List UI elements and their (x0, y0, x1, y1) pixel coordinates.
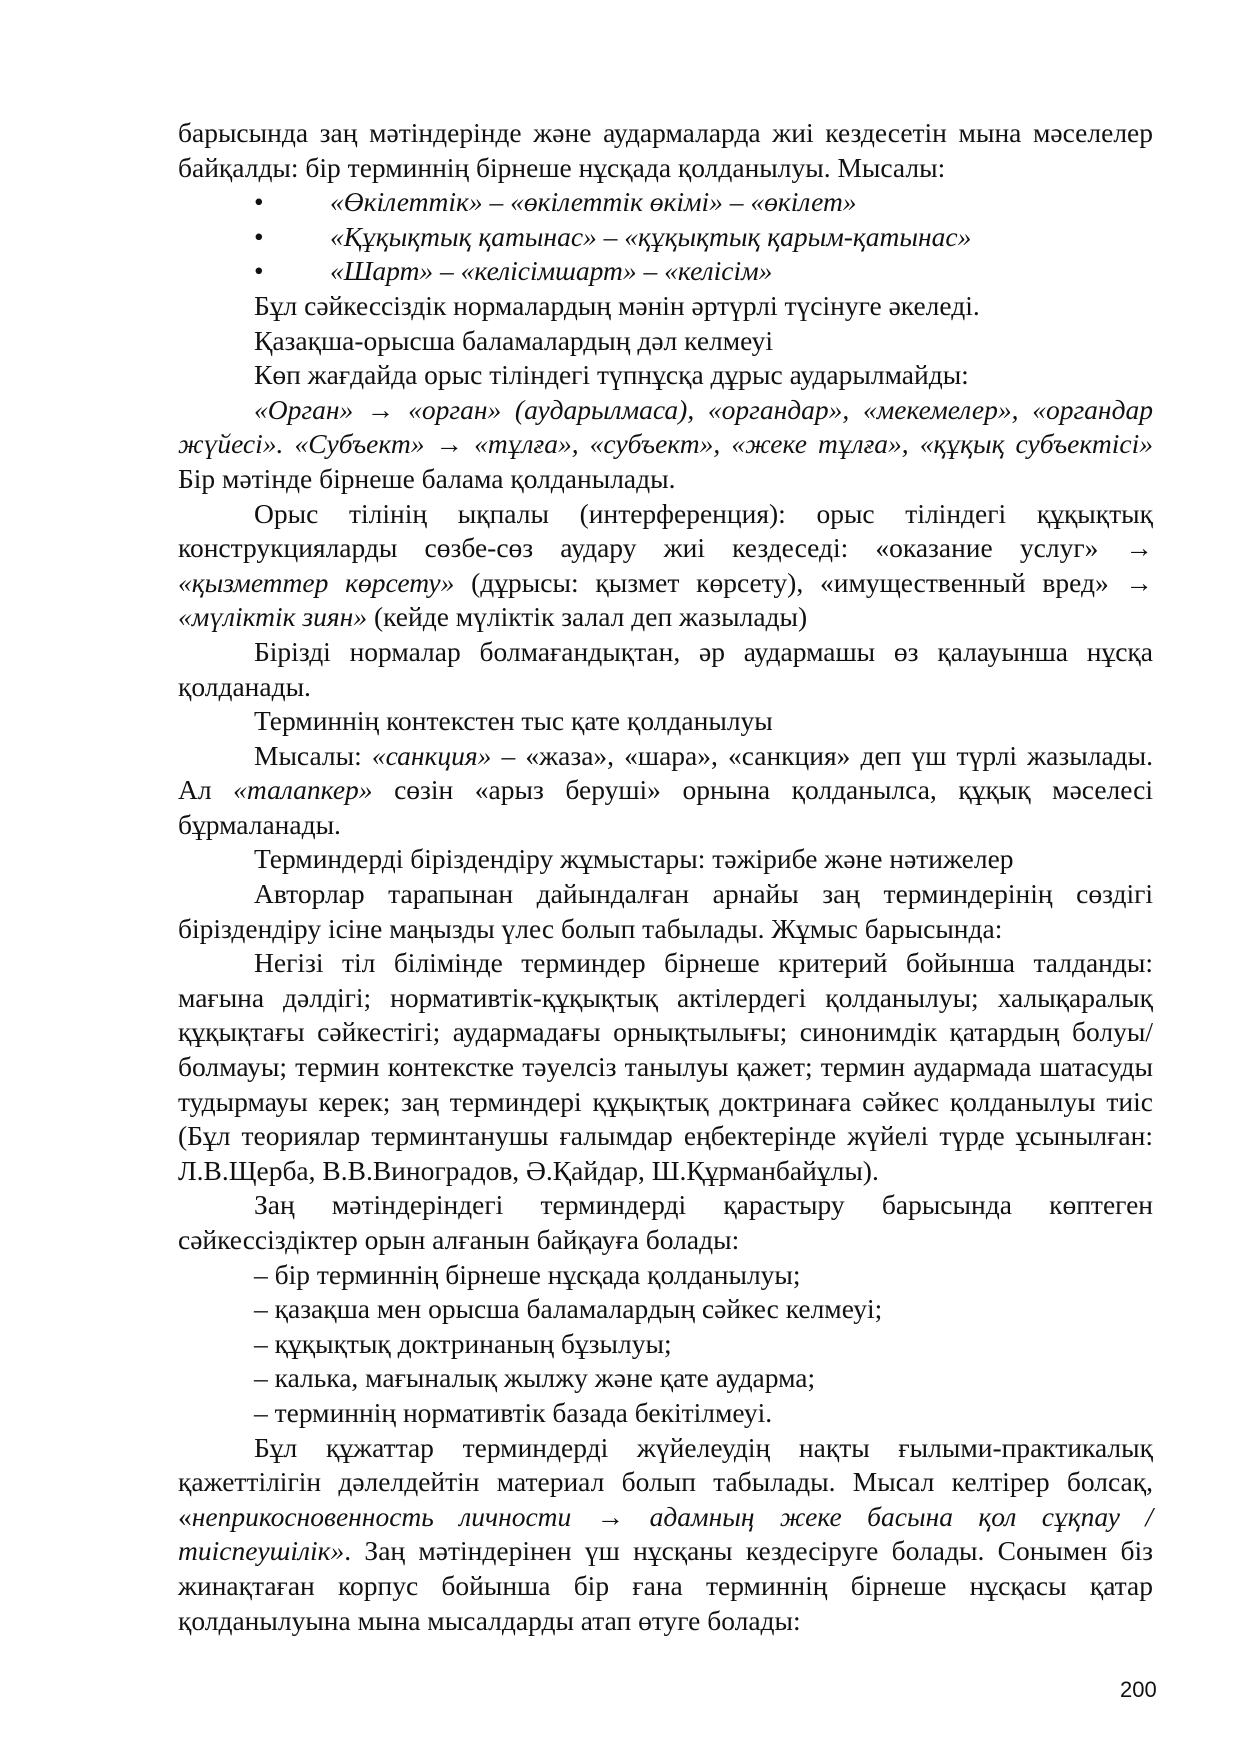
list-item (178, 220, 1153, 255)
list-item: – терминнің нормативтік базада бекітілмеуі. (254, 1396, 773, 1428)
list-item: – бір терминнің бірнеше нұсқада қолданылуы; (254, 1258, 801, 1290)
paragraph-heading-mismatch: Қазақша-орысша баламалардың дәл келмеуі (254, 324, 774, 356)
list-item (178, 254, 1153, 289)
dash-list-issues (178, 1258, 1153, 1431)
organ-example-rest: Бір мәтінде бірнеше балама қолданылады. (178, 462, 676, 494)
sanction-italic: «санкция» (371, 739, 492, 771)
paragraph-heading-unification: Терминдерді біріздендіру жұмыстары: тәжірибе және нәтижелер (254, 843, 1014, 875)
interference-text-3: (кейде мүліктік залал деп жазылады) (367, 601, 808, 633)
sanction-text-2: – «жаза», «шара», «санкция» деп үш түрлі жазылады. Ал (178, 739, 1153, 806)
conclusion-text: Бұл құжаттар терминдерді жүйелеудің нақты ғылыми-практикалық қажеттілігін дәлелдейтін материал болып табылады. Мысал келтірер болсақ, « (178, 1431, 1153, 1532)
paragraph-inconsistencies: Заң мәтіндеріндегі терминдерді қарастыру барысында көптеген сәйкессіздіктер орын алғанын байқауға болады: (178, 1189, 1153, 1255)
interference-text-2: (дұрысы: қызмет көрсету), «имущественный вред» → (454, 566, 1153, 598)
list-item (178, 185, 1153, 220)
paragraph-interference (178, 497, 1153, 635)
document-page (178, 116, 1153, 1638)
list-item: – калька, мағыналық жылжу және қате аударма; (254, 1362, 816, 1394)
plaintiff-italic: «талапкер» (233, 774, 373, 806)
paragraph-intro: барысында заң мәтіндерінде және аудармаларда жиі кездесетін мына мәселелер байқалды: бір терминнің бірнеше нұсқада қолданылуы. Мысалы: (178, 117, 1153, 183)
list-item: – қазақша мен орысша баламалардың сәйкес келмеуі; (254, 1293, 883, 1325)
paragraph-dictionary: Авторлар тарапынан дайындалған арнайы заң терминдерінің сөздігі біріздендіру ісіне маңызды үлес болып табылады. Жұмыс барысында: (178, 878, 1153, 944)
bullet-icon: • (254, 186, 264, 218)
bullet-text: «Құқықтық қатынас» – «құқықтық қарым-қатынас» (330, 220, 972, 252)
paragraph-inconsistency: Бұл сәйкессіздік нормалардың мәнін әртүрлі түсінуге әкеледі. (254, 289, 980, 321)
bullet-icon: • (254, 220, 264, 252)
bullet-text: «Шарт» – «келісімшарт» – «келісім» (330, 255, 773, 287)
interference-italic-2: «мүліктік зиян» (178, 601, 368, 633)
bullet-icon: • (254, 255, 264, 287)
bullet-text: «Өкілеттік» – «өкілеттік өкімі» – «өкілет» (330, 186, 857, 218)
sanction-text-3: сөзін «арыз беруші» орнына қолданылса, құқық мәселесі бұрмаланады. (178, 774, 1153, 840)
list-item: – құқықтық доктринаның бұзылуы; (254, 1327, 672, 1359)
paragraph-sanction-example (178, 739, 1153, 843)
bullet-list-terms (178, 185, 1153, 289)
paragraph-norms: Бірізді нормалар болмағандықтан, әр аудармашы өз қалауынша нұсқа қолданады. (178, 635, 1153, 702)
sanction-text: Мысалы: (254, 739, 372, 771)
paragraph-conclusion (178, 1431, 1153, 1639)
paragraph-heading-context: Терминнің контекстен тыс қате қолданылуы (254, 705, 773, 737)
conclusion-italic: неприкосновенность личности → адамның жеке басына қол сұқпау / тиіспеушілік» (178, 1500, 1153, 1567)
paragraph-organ-example (178, 393, 1153, 497)
paragraph-original-translation: Көп жағдайда орыс тіліндегі түпнұсқа дұрыс аударылмайды: (254, 359, 969, 391)
paragraph-criteria: Негізі тіл білімінде терминдер бірнеше критерий бойынша талданды: мағына дәлдігі; нормативтік-құқықтық актілердегі қолданылуы; халықаралық құқықтағы сәйкестігі; аудармадағы орнықтылығы; синонимдік қатардың болуы/болмауы; термин контекстке тәуелсіз танылуы қажет; термин аудармада шатасуды тудырмауы керек; заң терминдері құқықтық доктринаға сәйкес қолданылуы тиіс (Бұл теориялар терминтанушы ғалымдар еңбектерінде жүйелі түрде ұсынылған: Л.В.Щерба, В.В.Виноградов, Ә.Қайдар, Ш.Құрманбайұлы). (178, 947, 1153, 1186)
organ-example-italic: «Орган» → «орган» (аударылмаса), «органдар», «мекемелер», «органдар жүйесі». «Субъект» → «тұлға», «субъект», «жеке тұлға», «құқық субъектісі» (178, 393, 1153, 460)
interference-italic-1: «қызметтер көрсету» (178, 566, 455, 598)
conclusion-text-2: . Заң мәтіндерінен үш нұсқаны кездесіруге болады. Сонымен біз жинақтаған корпус бойынша бір ғана терминнің бірнеше нұсқасы қатар қолданылуына мына мысалдарды атап өтуге болады: (178, 1535, 1153, 1636)
page-number: 200 (1120, 1677, 1157, 1702)
interference-text: Орыс тілінің ықпалы (интерференция): орыс тіліндегі құқықтық конструкцияларды сөзбе-сөз аудару жиі кездеседі: «оказание услуг» → (178, 497, 1153, 564)
